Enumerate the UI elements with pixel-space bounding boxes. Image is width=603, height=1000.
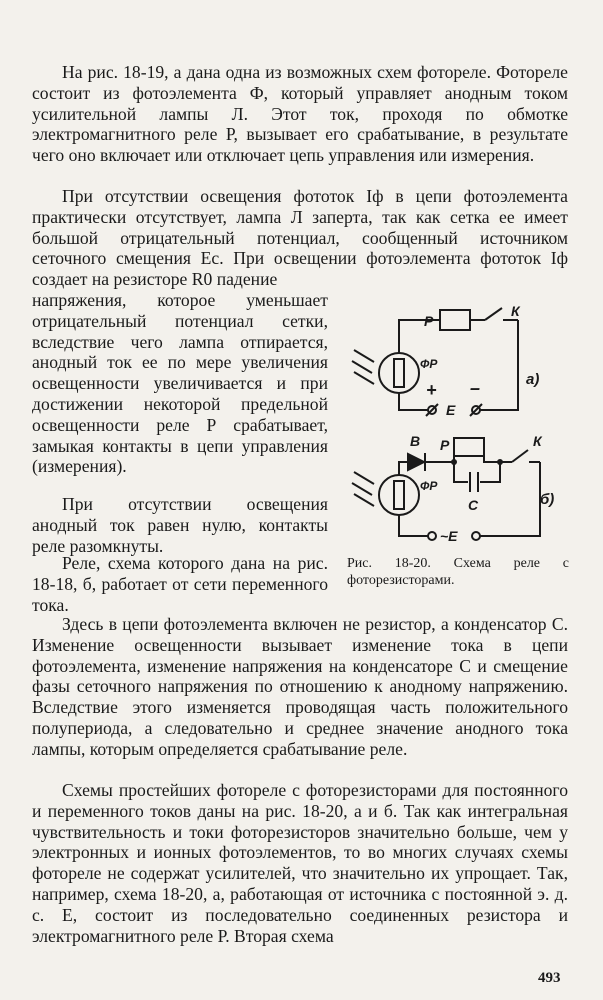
photoresistor-a-element <box>394 359 404 387</box>
relay-a-coil <box>440 310 470 330</box>
wire-b-left <box>399 462 408 475</box>
photoresistor-b-element <box>394 481 404 509</box>
paragraph-3: При отсутствии освещения анодный ток равен нулю, контакты реле разомкнуты. <box>32 494 328 556</box>
paragraph-6: Схемы простейших фотореле с фоторезисторами для постоянного и переменного токов даны на рис. 18-20, а и б. Так как интегральная чувствительность и токи фоторезисторов значительно больше, чем у электронных и ионных фотоэлементов, то во многих случаях схемы фотореле не содержат усилителей, что значительно их упрощает. Так, например, схема 18-20, а, работающая от источника с постоянной э. д. с. Е, состоит из последовательно соединенных резистора и электромагнитного реле Р. Вторая схема <box>32 780 568 946</box>
label-a-contact: К <box>511 303 520 319</box>
paragraph-1: На рис. 18-19, а дана одна из возможных схем фотореле. Фотореле состоит из фотоэлемента Ф, который управляет анодным током усилительной лампы Л. Этот ток, проходя по обмотке электромагнитного реле Р, вызывает его срабатывание, в результате чего оно включает или отключает цепь управления или измерения. <box>32 62 568 166</box>
contact-a <box>485 308 502 320</box>
label-b-source: ~E <box>440 528 458 544</box>
contact-b <box>512 450 528 462</box>
label-b-contact: К <box>533 433 542 449</box>
paragraph-2: При отсутствии освещения фототок Iф в цепи фотоэлемента практически отсутствует, лампа Л заперта, так как сетка ее имеет большой отрицательный потенциал, сообщенный источником сеточного смещения Ec. При освещении фотоэлемента фототок Iф создает на резисторе R0 падение <box>32 186 568 290</box>
label-b-photoresistor: ФР <box>420 479 438 493</box>
figure-caption: Рис. 18-20. Схема реле с фоторезисторами. <box>347 556 569 588</box>
label-a-figure: а) <box>526 371 540 388</box>
label-a-plus: + <box>426 380 437 400</box>
paragraph-4: Реле, схема которого дана на рис. 18-18, б, работает от сети переменного тока. <box>32 553 328 615</box>
circuit-figure <box>340 298 570 558</box>
label-b-figure: б) <box>540 491 555 508</box>
label-b-capacitor: С <box>468 497 479 513</box>
label-a-photoresistor: ФР <box>420 357 438 371</box>
circuit-diagram <box>340 298 570 553</box>
wire-a-left <box>399 320 440 353</box>
page-number: 493 <box>538 970 561 986</box>
relay-b-coil <box>454 438 484 456</box>
label-a-relay: Р <box>424 313 434 329</box>
paragraph-2-continued: напряжения, которое уменьшает отрицательный потенциал сетки, вследствие чего лампа отпирается, анодный ток ее по мере увеличения освещенности увеличивается и при достижении некоторой предельной освещенности реле Р срабатывает, замыкая контакты в цепи управления (измерения). <box>32 290 328 477</box>
label-b-relay: Р <box>440 437 450 453</box>
label-b-diode: В <box>410 433 421 449</box>
label-a-minus: – <box>470 378 481 398</box>
paragraph-5: Здесь в цепи фотоэлемента включен не резистор, а конденсатор С. Изменение освещенности вызывает изменение тока в цепи фотоэлемента, изменение напряжения на конденсаторе С и смещение фазы сеточного напряжения по отношению к анодному напряжению. Вследствие этого изменяется проводящая часть положительного полупериода, а следовательно и среднее значение анодного тока лампы, которым определяется срабатывание реле. <box>32 614 568 759</box>
label-a-source: E <box>446 402 456 418</box>
diode-b <box>408 454 424 470</box>
